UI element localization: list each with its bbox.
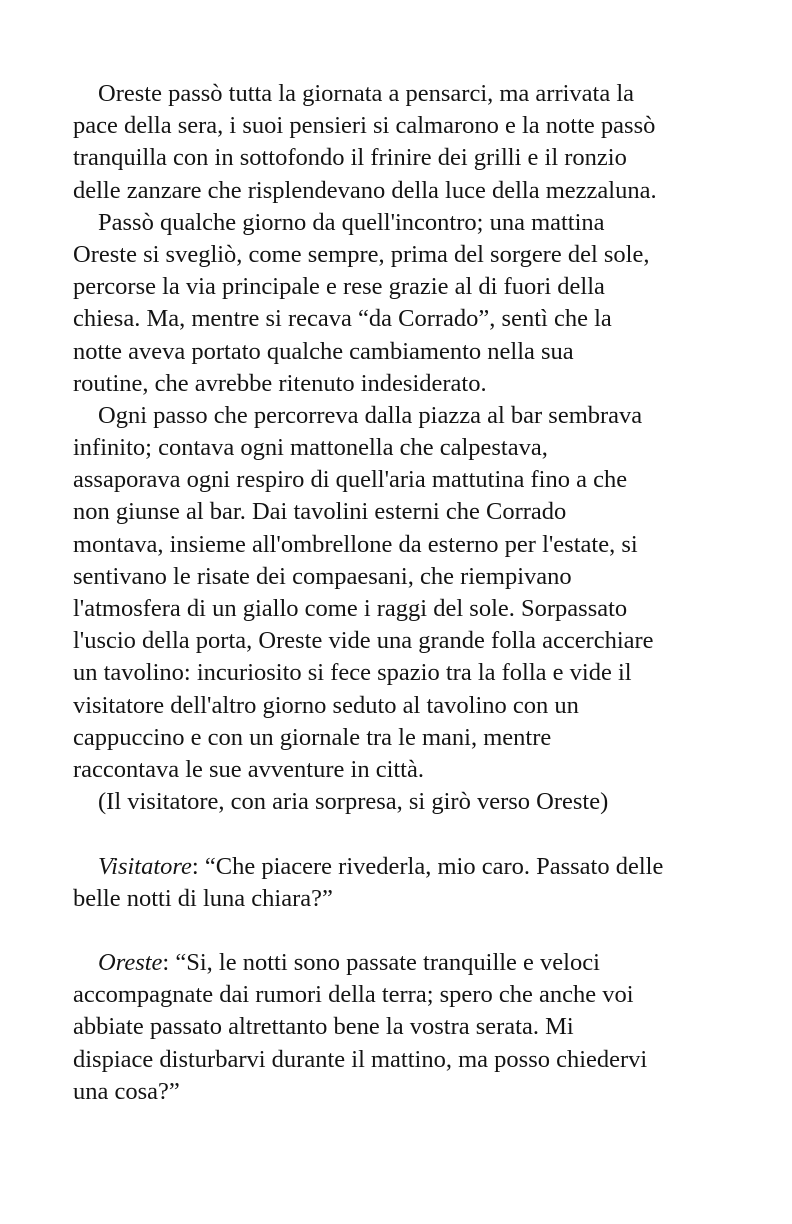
dialogue-entry — [73, 851, 733, 915]
dialogue-text: : “Si, le notti sono passate tranquille e veloci — [162, 949, 600, 977]
text-line: delle zanzare che risplendevano della luce della mezzaluna. — [73, 176, 657, 204]
blank-line — [73, 915, 733, 947]
text-line: infinito; contava ogni mattonella che calpestava, — [73, 434, 548, 462]
text-line: Oreste si svegliò, come sempre, prima del sorgere del sole, — [73, 240, 650, 268]
text-line: dispiace disturbarvi durante il mattino, ma posso chiedervi — [73, 1045, 648, 1073]
text-line: l'atmosfera di un giallo come i raggi del sole. Sorpassato — [73, 595, 628, 622]
dialogue-text: : “Che piacere rivederla, mio caro. Passato delle — [191, 852, 664, 880]
text-line: visitatore dell'altro giorno seduto al tavolino con un — [73, 691, 579, 719]
text-line: pace della sera, i suoi pensieri si calmarono e la notte passò — [73, 112, 656, 140]
text-line: Passò qualche giorno da quell'incontro; una mattina — [98, 208, 605, 236]
text-line: cappuccino e con un giornale tra le mani, mentre — [73, 723, 552, 751]
text-line: non giunse al bar. Dai tavolini esterni che Corrado — [73, 498, 567, 526]
text-line: Ogni passo che percorreva dalla piazza al bar sembrava — [98, 401, 643, 429]
text-line: montava, insieme all'ombrellone da esterno per l'estate, si — [73, 530, 638, 558]
dialogue-first-line — [73, 947, 733, 979]
stage-direction — [73, 786, 733, 818]
dialogue-entry — [73, 947, 733, 1108]
dialogue-first-line — [73, 851, 733, 883]
text-line: belle notti di luna chiara?” — [73, 884, 333, 912]
paragraph — [73, 78, 733, 207]
text-line: raccontava le sue avventure in città. — [73, 755, 424, 783]
paragraph — [73, 207, 733, 400]
text-line: una cosa?” — [73, 1077, 180, 1105]
paragraph — [73, 400, 733, 786]
text-line: l'uscio della porta, Oreste vide una grande folla accerchiare — [73, 627, 654, 655]
text-line: abbiate passato altrettanto bene la vostra serata. Mi — [73, 1013, 574, 1041]
blank-line — [73, 818, 733, 850]
speaker-name: Oreste — [98, 949, 163, 977]
text-line: (Il visitatore, con aria sorpresa, si girò verso Oreste) — [98, 788, 609, 816]
text-line: accompagnate dai rumori della terra; spero che anche voi — [73, 981, 634, 1009]
text-line: percorse la via principale e rese grazie al di fuori della — [73, 273, 605, 301]
text-line: un tavolino: incuriosito si fece spazio tra la folla e vide il — [73, 659, 632, 687]
speaker-name: Visitatore — [98, 852, 192, 880]
text-line: Oreste passò tutta la giornata a pensarci, ma arrivata la — [98, 80, 635, 107]
document-page — [73, 78, 733, 1108]
text-line: assaporava ogni respiro di quell'aria mattutina fino a che — [73, 466, 628, 494]
text-line: chiesa. Ma, mentre si recava “da Corrado”, sentì che la — [73, 305, 612, 333]
text-line: notte aveva portato qualche cambiamento nella sua — [73, 337, 574, 365]
text-line: tranquilla con in sottofondo il frinire dei grilli e il ronzio — [73, 144, 627, 172]
text-line: sentivano le risate dei compaesani, che riempivano — [73, 562, 572, 590]
text-line: routine, che avrebbe ritenuto indesiderato. — [73, 369, 487, 397]
